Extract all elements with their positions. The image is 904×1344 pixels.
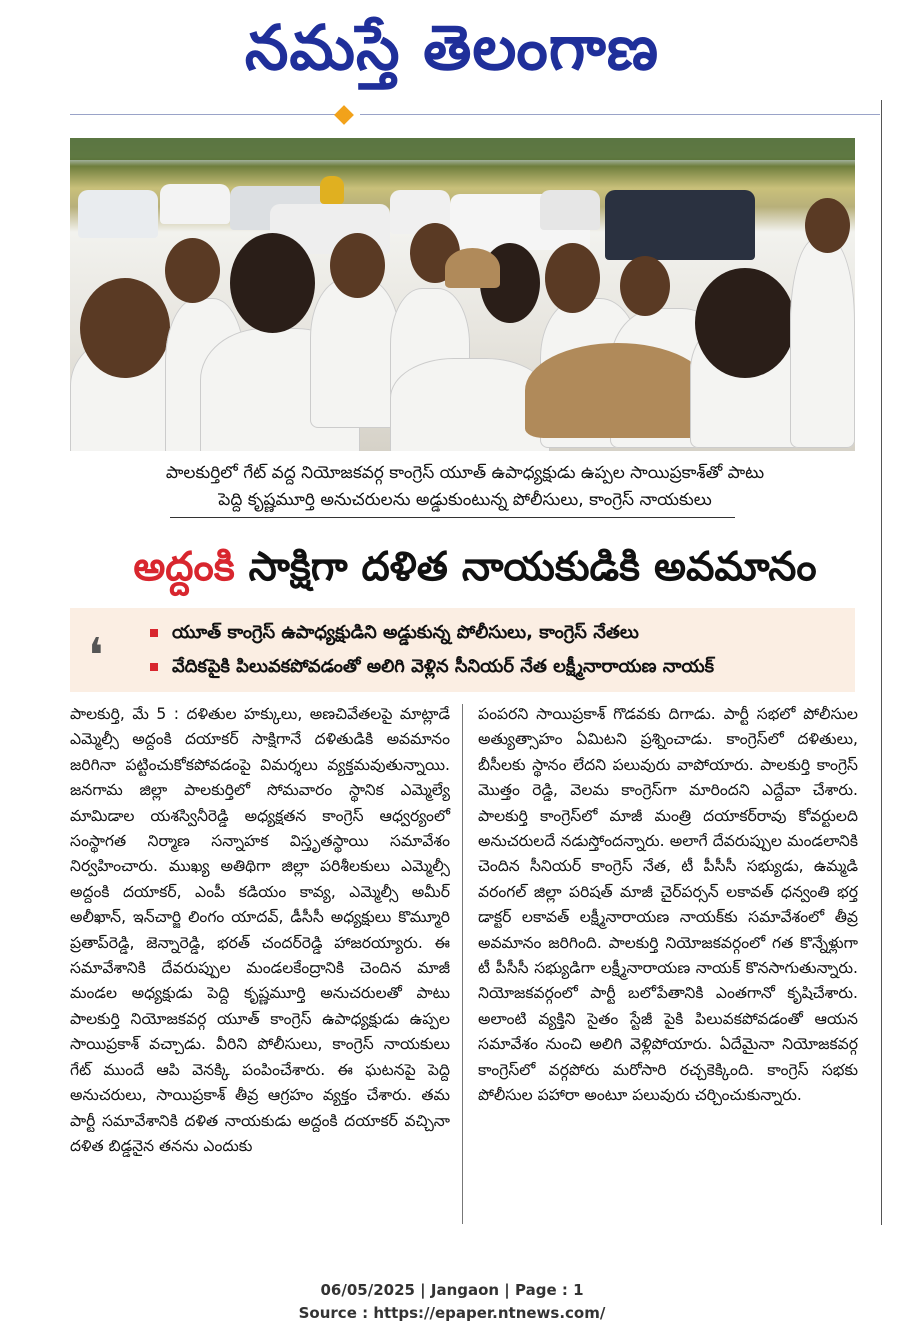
diamond-ornament-icon [334, 105, 354, 125]
photo-tree-line [70, 138, 855, 160]
news-photo [70, 138, 855, 451]
article-headline [70, 538, 880, 596]
photo-car [78, 190, 158, 238]
caption-underline [170, 517, 735, 518]
page-footer [0, 1279, 904, 1325]
masthead-logo: నమస్తే తెలంగాణ [244, 11, 660, 84]
photo-car [540, 190, 600, 230]
photo-police-cap [445, 248, 500, 288]
highlights-box [70, 608, 855, 692]
top-rule-left [70, 114, 340, 115]
quote-mark-icon: ❛ [88, 628, 104, 684]
photo-person-head [230, 233, 315, 333]
highlight-item [150, 622, 639, 647]
photo-person-head [80, 278, 170, 378]
footer-source-link[interactable]: Source : https://epaper.ntnews.com/ [298, 1304, 606, 1322]
footer-date-edition: 06/05/2025 | Jangaon | Page : 1 [320, 1281, 584, 1299]
photo-person-head [545, 243, 600, 313]
page-vertical-rule [881, 100, 882, 1225]
photo-person-head [620, 256, 670, 316]
photo-car [605, 190, 755, 260]
bullet-square-icon [150, 629, 158, 637]
photo-car [320, 176, 344, 204]
photo-police-cap [525, 343, 710, 438]
headline-rest: సాక్షిగా దళిత నాయకుడికి అవమానం [234, 544, 817, 590]
caption-line-2: పెద్ది కృష్ణమూర్తి అనుచరులను అడ్డుకుంటున్న పోలీసులు, కాంగ్రెస్ నాయకులు [218, 490, 712, 510]
highlight-text: వేదికపైకి పిలువకపోవడంతో అలిగి వెళ్లిన సీనియర్ నేత లక్ష్మీనారాయణ నాయక్ [172, 656, 714, 677]
caption-line-1: పాలకుర్తిలో గేట్ వద్ద నియోజకవర్గ కాంగ్రెస్ యూత్ ఉపాధ్యక్షుడు ఉప్పల సాయిప్రకాశ్‌తో పాటు [165, 463, 765, 483]
column-divider [462, 704, 463, 1224]
article-body-right-column: పంపరని సాయిప్రకాశ్ గొడవకు దిగాడు. పార్టీ సభలో పోలీసుల అత్యుత్సాహం ఏమిటని ప్రశ్నించాడు. కాంగ్రెస్‌లో దళితులు, బీసీలకు స్థానం లేదని పలువురు వాపోయారు. పాలకుర్తి కాంగ్రెస్ మొత్తం రెడ్డి, వెలమ కాంగ్రెస్‌గా మారిందని ఎద్దేవా చేశారు. పాలకుర్తి కాంగ్రెస్‌లో మాజీ మంత్రి దయాకర్‌రావు కోవర్టులది అనుచరులదే నడుస్తోందన్నారు. అలాగే దేవరుప్పుల మండలానికి చెందిన సీనియర్ కాంగ్రెస్ నేత, టీ పీసీసీ సభ్యుడు, ఉమ్మడి వరంగల్ జిల్లా పరిషత్ మాజీ చైర్‌పర్సన్ లకావత్ ధన్వంతి భర్త డాక్టర్ లకావత్ లక్ష్మీనారాయణ నాయక్‌కు సమావేశంలో తీవ్ర అవమానం జరిగింది. పాలకుర్తి నియోజకవర్గంలో గత కొన్నేళ్లుగా టీ పీసీసీ సభ్యుడిగా లక్ష్మీనారాయణ నాయక్ కొనసాగుతున్నారు. నియోజకవర్గంలో పార్టీ బలోపేతానికి ఎంతగానో కృషిచేశారు. అలాంటి వ్యక్తిని సైతం స్టేజీ పైకి పిలువకపోవడంతో ఆయన సమావేశం నుంచి అలిగి వెళ్లిపోయారు. ఏదేమైనా నియోజకవర్గ కాంగ్రెస్‌లో వర్గపోరు మరోసారి రచ్చకెక్కింది. కాంగ్రెస్ సభకు పోలీసుల పహారా అంటూ పలువురు చర్చించుకున్నారు. [478, 705, 858, 1105]
bullet-square-icon [150, 663, 158, 671]
photo-person-head [330, 233, 385, 298]
article-body-left-column: పాలకుర్తి, మే 5 : దళితుల హక్కులు, అణచివేతలపై మాట్లాడే ఎమ్మెల్సీ అద్దంకి దయాకర్ సాక్షిగానే దళితుడికి అవమానం జరిగినా పట్టించుకోకపోవడంపై విమర్శలు వ్యక్తమవుతున్నాయి. జనగామ జిల్లా పాలకుర్తిలో సోమవారం స్థానిక ఎమ్మెల్యే మామిడాల యశస్వినీరెడ్డి అధ్యక్షతన కాంగ్రెస్ ఆధ్వర్యంలో సంస్థాగత నిర్మాణ సన్నాహక విస్తృతస్థాయి సమావేశం నిర్వహించారు. ముఖ్య అతిథిగా జిల్లా పరిశీలకులు ఎమ్మెల్సీ అద్దంకి దయాకర్, ఎంపీ కడియం కావ్య, ఎమ్మెల్సీ అమీర్ అలీఖాన్, ఇన్‌చార్జి లింగం యాదవ్, డీసీసీ అధ్యక్షులు కొమ్మూరి ప్రతాప్‌రెడ్డి, జెన్నారెడ్డి, భరత్ చందర్‌రెడ్డి హాజరయ్యారు. ఈ సమావేశానికి దేవరుప్పుల మండలకేంద్రానికి చెందిన మాజీ మండల అధ్యక్షుడు పెద్ది కృష్ణమూర్తి అనుచరులతో పాటు పాలకుర్తి నియోజకవర్గ యూత్ కాంగ్రెస్ ఉపాధ్యక్షుడు ఉప్పల సాయిప్రకాశ్ వచ్చాడు. వీరిని పోలీసులు, కాంగ్రెస్ నాయకులు గేట్ ముందే ఆపి వెనక్కి పంపించేశారు. ఈ ఘటనపై పెద్ది అనుచరులు, సాయిప్రకాశ్ తీవ్ర ఆగ్రహం వ్యక్తం చేశారు. తమ పార్టీ సమావేశానికి దళిత నాయకుడు అద్దంకి దయాకర్ వచ్చినా దళిత బిడ్డనైన తనను ఎందుకు [70, 705, 450, 1155]
highlight-item [150, 656, 714, 681]
top-rule-right [360, 114, 880, 115]
photo-caption [120, 460, 810, 514]
photo-person [310, 278, 400, 428]
photo-person-head [805, 198, 850, 253]
photo-person [790, 238, 855, 448]
highlight-text: యూత్ కాంగ్రెస్ ఉపాధ్యక్షుడిని అడ్డుకున్న పోలీసులు, కాంగ్రెస్ నేతలు [172, 622, 639, 643]
photo-person-head [165, 238, 220, 303]
photo-car [160, 184, 230, 224]
headline-highlight: అద్దంకి [133, 544, 235, 590]
photo-person-head [695, 268, 795, 378]
